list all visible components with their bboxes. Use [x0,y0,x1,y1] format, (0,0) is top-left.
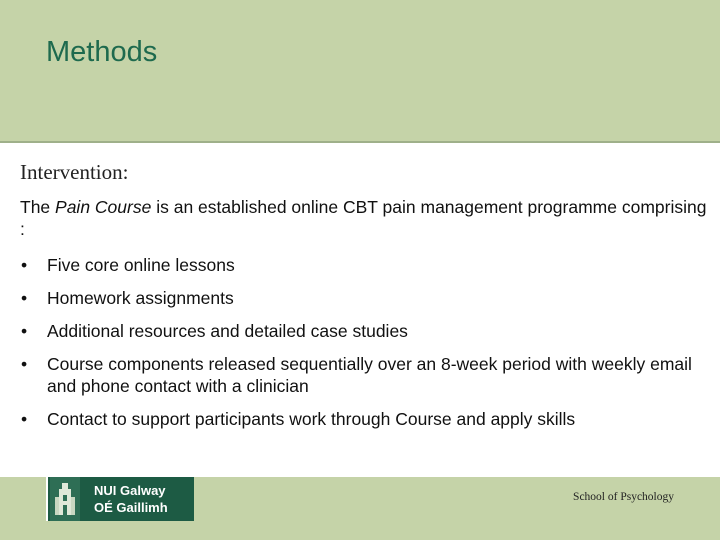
intro-paragraph [20,196,710,240]
bullet-item [20,287,710,309]
bullet-text: Contact to support participants work through Course and apply skills [47,409,576,429]
intro-prefix: The [20,197,56,217]
section-subheading: Intervention: [20,160,129,184]
bullet-item [20,254,710,276]
bullet-text: Course components released sequentially over an 8-week period with weekly email and phone contact with a clinician [47,354,692,396]
bullet-text: Homework assignments [47,288,234,308]
slide-footer [0,477,720,540]
slide-header [0,0,720,143]
crest-icon [50,477,80,521]
university-logo [46,477,194,521]
logo-line-2: OÉ Gaillimh [94,500,168,515]
school-name: School of Psychology [573,491,674,503]
bullet-marker: • [21,255,28,275]
intro-suffix: is an established online CBT pain management programme comprising : [20,197,707,239]
bullet-item [20,408,710,430]
bullet-list [20,254,710,441]
bullet-marker: • [21,288,28,308]
bullet-text: Five core online lessons [47,255,235,275]
bullet-marker: • [21,409,28,429]
slide-title: Methods [46,36,158,68]
bullet-marker: • [21,321,28,341]
intro-course-name: Pain Course [55,197,152,217]
bullet-item [20,320,710,342]
bullet-marker: • [21,354,28,374]
bullet-item [20,353,710,397]
bullet-text: Additional resources and detailed case studies [47,321,408,341]
logo-line-1: NUI Galway [94,483,166,498]
